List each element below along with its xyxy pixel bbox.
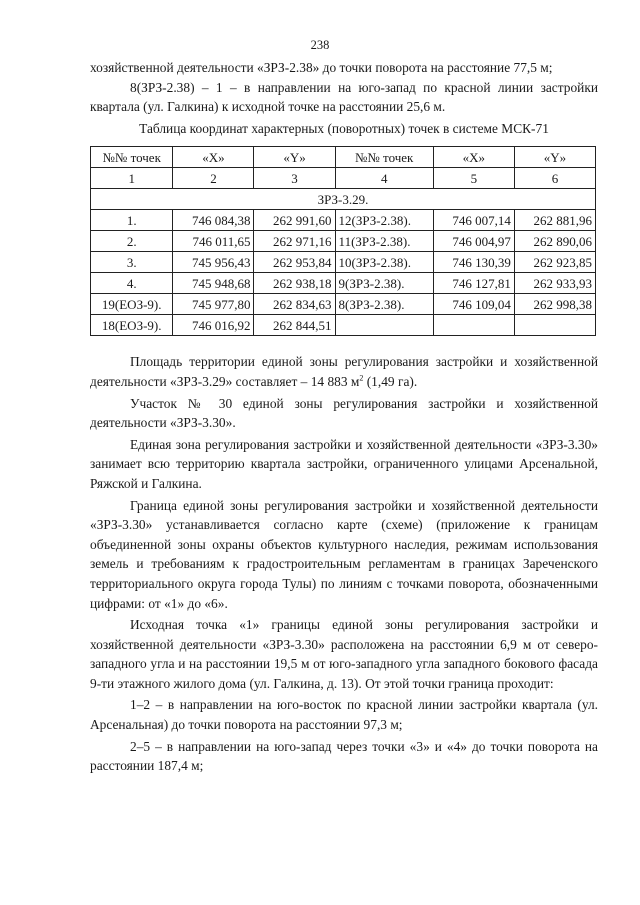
point-number: 2. (91, 231, 173, 252)
x-coordinate: 746 016,92 (173, 315, 254, 336)
document-body (90, 58, 598, 776)
point-number: 19(ЕОЗ-9). (91, 294, 173, 315)
x-coordinate: 746 011,65 (173, 231, 254, 252)
column-number-row (91, 168, 596, 189)
point-number: 8(ЗРЗ-2.38). (335, 294, 433, 315)
body-paragraph-5: 1–2 – в направлении на юго-восток по красной линии застройки квартала (ул. Арсенальная) до точки поворота на расстоянии 97,3 м; (90, 697, 598, 733)
y-coordinate: 262 938,18 (254, 273, 335, 294)
table-caption: Таблица координат характерных (поворотных) точек в системе МСК-71 (139, 120, 549, 136)
area-paragraph (90, 352, 598, 391)
x-coordinate: 746 127,81 (433, 273, 514, 294)
x-coordinate: 746 004,97 (433, 231, 514, 252)
point-number (335, 315, 433, 336)
area-text-end: (1,49 га). (363, 373, 418, 389)
x-coordinate: 746 007,14 (433, 210, 514, 231)
point-number: 9(ЗРЗ-2.38). (335, 273, 433, 294)
y-coordinate (514, 315, 595, 336)
point-number: 18(ЕОЗ-9). (91, 315, 173, 336)
coordinates-table (90, 146, 596, 336)
x-coordinate: 745 956,43 (173, 252, 254, 273)
x-coordinate (433, 315, 514, 336)
y-coordinate: 262 923,85 (514, 252, 595, 273)
y-coordinate: 262 834,63 (254, 294, 335, 315)
table-row (91, 294, 596, 315)
page-number: 238 (310, 38, 330, 52)
y-coordinate: 262 971,16 (254, 231, 335, 252)
table-row (91, 210, 596, 231)
column-number: 3 (254, 168, 335, 189)
header-point-numbers-left: №№ точек (91, 147, 173, 168)
intro-paragraph-2: 8(ЗРЗ-2.38) – 1 – в направлении на юго-запад по красной линии застройки квартала (ул. Галкина) к исходной точке на расстоянии 25,6 м. (90, 79, 598, 115)
intro-paragraph-1: хозяйственной деятельности «ЗРЗ-2.38» до точки поворота на расстояние 77,5 м; (90, 60, 553, 75)
header-y-right: «Y» (514, 147, 595, 168)
column-number: 6 (514, 168, 595, 189)
x-coordinate: 745 948,68 (173, 273, 254, 294)
point-number: 1. (91, 210, 173, 231)
point-number: 3. (91, 252, 173, 273)
y-coordinate: 262 953,84 (254, 252, 335, 273)
header-x-left: «X» (173, 147, 254, 168)
point-number: 12(ЗРЗ-2.38). (335, 210, 433, 231)
header-x-right: «X» (433, 147, 514, 168)
x-coordinate: 746 084,38 (173, 210, 254, 231)
y-coordinate: 262 890,06 (514, 231, 595, 252)
y-coordinate: 262 933,93 (514, 273, 595, 294)
table-row (91, 231, 596, 252)
body-paragraph-4: Исходная точка «1» границы единой зоны регулирования застройки и хозяйственной деятельности «ЗРЗ-3.30» расположена на расстоянии 6,9 м от северо-западного угла и на расстоянии 19,5 м от юго-западного угла западного бокового фасада 9-ти этажного жилого дома (ул. Галкина, д. 13). От этой точки граница проходит: (90, 617, 598, 691)
point-number: 4. (91, 273, 173, 294)
y-coordinate: 262 881,96 (514, 210, 595, 231)
area-unit-superscript: 2 (359, 373, 364, 383)
column-number: 1 (91, 168, 173, 189)
x-coordinate: 746 109,04 (433, 294, 514, 315)
point-number: 10(ЗРЗ-2.38). (335, 252, 433, 273)
column-number: 5 (433, 168, 514, 189)
body-paragraph-1: Участок № 30 единой зоны регулирования застройки и хозяйственной деятельности «ЗРЗ-3.30». (90, 395, 598, 431)
header-y-left: «Y» (254, 147, 335, 168)
y-coordinate: 262 998,38 (514, 294, 595, 315)
y-coordinate: 262 991,60 (254, 210, 335, 231)
point-number: 11(ЗРЗ-2.38). (335, 231, 433, 252)
table-row (91, 315, 596, 336)
area-text: Площадь территории единой зоны регулирования застройки и хозяйственной деятельности «ЗРЗ-3.29» составляет – 14 883 м (90, 354, 598, 389)
zone-label: ЗРЗ-3.29. (91, 189, 596, 210)
x-coordinate: 746 130,39 (433, 252, 514, 273)
table-header-row (91, 147, 596, 168)
body-paragraph-3: Граница единой зоны регулирования застройки и хозяйственной деятельности «ЗРЗ-3.30» устанавливается согласно карте (схеме) (приложение к границам объединенной зоны охраны объектов культурного наследия, режимам использования земель и требованиям к градостроительным регламентам в границах Зареченского территориального округа города Тулы) по линиям с точками поворота, обозначенными цифрами: от «1» до «6». (90, 497, 598, 611)
column-number: 4 (335, 168, 433, 189)
x-coordinate: 745 977,80 (173, 294, 254, 315)
table-row (91, 273, 596, 294)
header-point-numbers-right: №№ точек (335, 147, 433, 168)
column-number: 2 (173, 168, 254, 189)
y-coordinate: 262 844,51 (254, 315, 335, 336)
zone-row (91, 189, 596, 210)
table-row (91, 252, 596, 273)
body-paragraph-2: Единая зона регулирования застройки и хозяйственной деятельности «ЗРЗ-3.30» занимает всю территорию квартала застройки, ограниченного улицами Арсенальной, Ряжской и Галкина. (90, 436, 598, 491)
body-paragraph-6: 2–5 – в направлении на юго-запад через точки «3» и «4» до точки поворота на расстоянии 187,4 м; (90, 738, 598, 774)
